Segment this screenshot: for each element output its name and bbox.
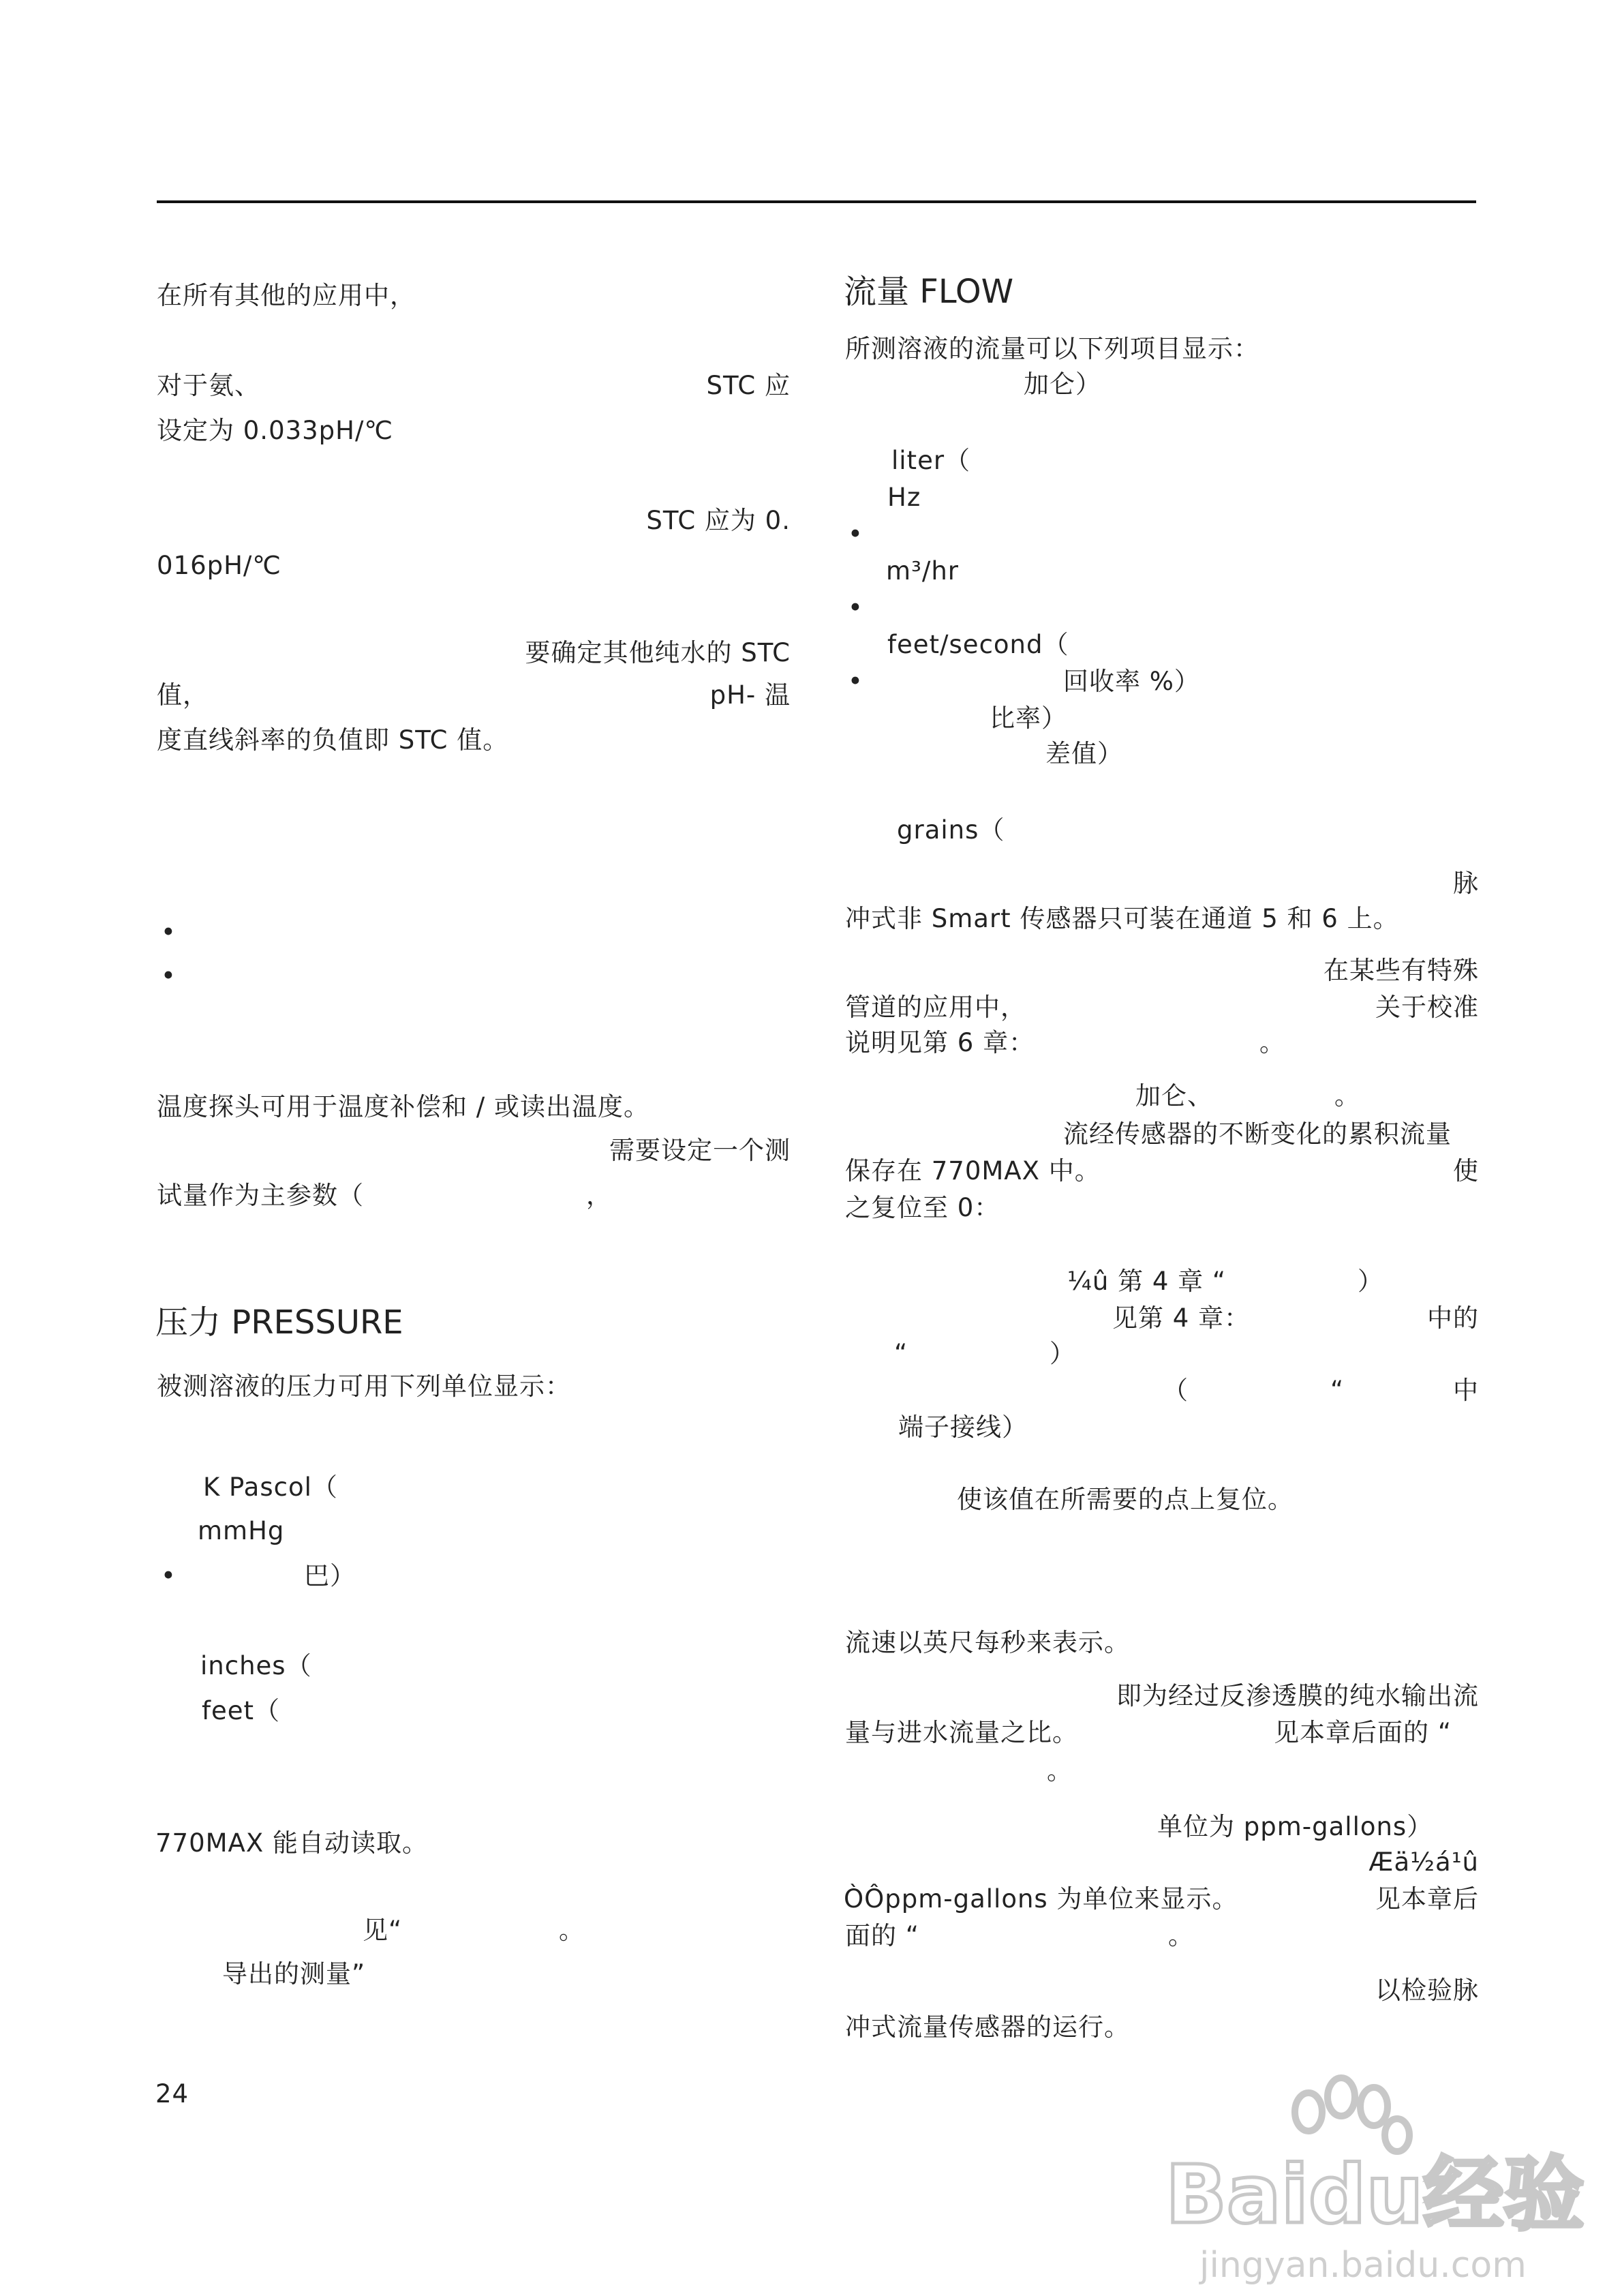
list-item: inches（ [200,1651,312,1680]
text-line: “ [894,1339,908,1368]
paw-logo-icon [1295,2078,1409,2151]
list-item: feet/second（ [887,630,1069,659]
text-line: 单位为 ppm-gallons） [1157,1812,1433,1841]
list-item: m³/hr [886,556,960,586]
text-line: STC 应为 0. [646,506,791,535]
text-line: ） [1358,1267,1383,1296]
text-line: 流速以英尺每秒来表示。 [845,1628,1130,1657]
text-line: 度直线斜率的负值即 STC 值。 [157,725,509,755]
text-line: 。 [1047,1756,1073,1785]
bullet: • [161,1561,177,1590]
text-line: “ [1330,1376,1345,1405]
text-line: pH- 温 [709,680,791,710]
text-line: 加仑、 [1135,1081,1213,1111]
text-line: 被测溶液的压力可用下列单位显示： [157,1372,571,1401]
text-line: 需要设定一个测 [609,1136,791,1165]
text-line: 关于校准 [1375,993,1479,1022]
text-line: 管道的应用中， [845,993,1026,1022]
text-line: 流经传感器的不断变化的累积流量 [1063,1119,1452,1149]
bullet: • [161,961,177,991]
text-line: 导出的测量” [222,1959,366,1989]
baidu-jingyan-watermark [1152,2072,1585,2291]
list-item: mmHg [198,1516,285,1545]
text-line: ÒÔppm-gallons 为单位来显示。 [844,1884,1238,1914]
bullet: • [848,519,863,549]
text-line: 以检验脉 [1375,1976,1479,2005]
text-line: ， [586,1181,612,1210]
text-line: STC 应 [706,371,791,400]
text-line: 使 [1453,1156,1479,1185]
text-line: 冲式流量传感器的运行。 [845,2012,1130,2042]
list-item: 差值） [1045,739,1123,768]
text-line: Æä½á¹û [1368,1847,1479,1877]
list-item: 巴） [304,1561,356,1590]
text-line: 见第 4 章： [1112,1303,1251,1333]
text-line: 值， [157,680,209,710]
text-line: 保存在 770MAX 中。 [845,1156,1101,1185]
text-line: 在某些有特殊 [1323,956,1479,985]
text-line: 见“ [363,1916,403,1945]
text-line: 面的 “ [845,1921,919,1950]
list-item: grains（ [897,815,1005,845]
list-item: feet（ [202,1696,281,1725]
text-line: 加仑） [1024,369,1101,399]
text-line: 脉 [1453,868,1479,898]
text-line: 770MAX 能自动读取。 [155,1828,428,1858]
bullet: • [161,918,177,947]
text-line: 说明见第 6 章： [845,1028,1035,1057]
text-line: 。 [1168,1921,1194,1950]
page-number: 24 [155,2079,189,2109]
text-line: 要确定其他纯水的 STC [525,638,791,667]
text-line: 。 [559,1916,585,1945]
list-item: 回收率 %） [1063,667,1200,696]
text-line: 中的 [1427,1303,1479,1333]
text-line: 。 [1259,1028,1285,1057]
text-line: 之复位至 0： [845,1193,1000,1222]
section-heading-pressure: 压力 PRESSURE [155,1303,403,1342]
text-line: 冲式非 Smart 传感器只可装在通道 5 和 6 上。 [845,904,1399,933]
text-line: 见本章后 [1375,1884,1479,1914]
text-line: ¼û 第 4 章 “ [1067,1267,1227,1296]
text-line: 量与进水流量之比。 [845,1718,1078,1747]
list-item: K Pascol（ [203,1472,338,1502]
list-item: 比率） [990,704,1067,733]
text-line: 试量作为主参数（ [157,1181,364,1210]
text-line: 所测溶液的流量可以下列项目显示： [845,334,1259,363]
bullet: • [848,667,863,696]
watermark-brand: Baidu经验 [1165,2147,1585,2241]
text-line: 在所有其他的应用中， [157,281,416,310]
list-item: Hz [887,483,921,512]
text-line: 即为经过反渗透膜的纯水输出流 [1116,1681,1479,1710]
text-line: （ [1163,1376,1189,1405]
text-line: 对于氨、 [157,371,260,400]
bullet: • [848,593,863,622]
text-line: 016pH/℃ [157,551,281,580]
header-rule [157,200,1476,203]
section-heading-flow: 流量 FLOW [844,273,1014,311]
text-line: 设定为 0.033pH/℃ [157,416,394,445]
text-line: 。 [1334,1081,1360,1111]
text-line: 温度探头可用于温度补偿和 / 或读出温度。 [157,1092,649,1121]
text-line: 见本章后面的 “ [1274,1718,1452,1747]
watermark-url: jingyan.baidu.com [1199,2245,1527,2286]
list-item: liter（ [891,446,971,475]
text-line: 端子接线） [898,1413,1028,1442]
text-line: 中 [1453,1376,1479,1405]
text-line: 使该值在所需要的点上复位。 [957,1485,1294,1514]
text-line: ） [1050,1339,1075,1368]
